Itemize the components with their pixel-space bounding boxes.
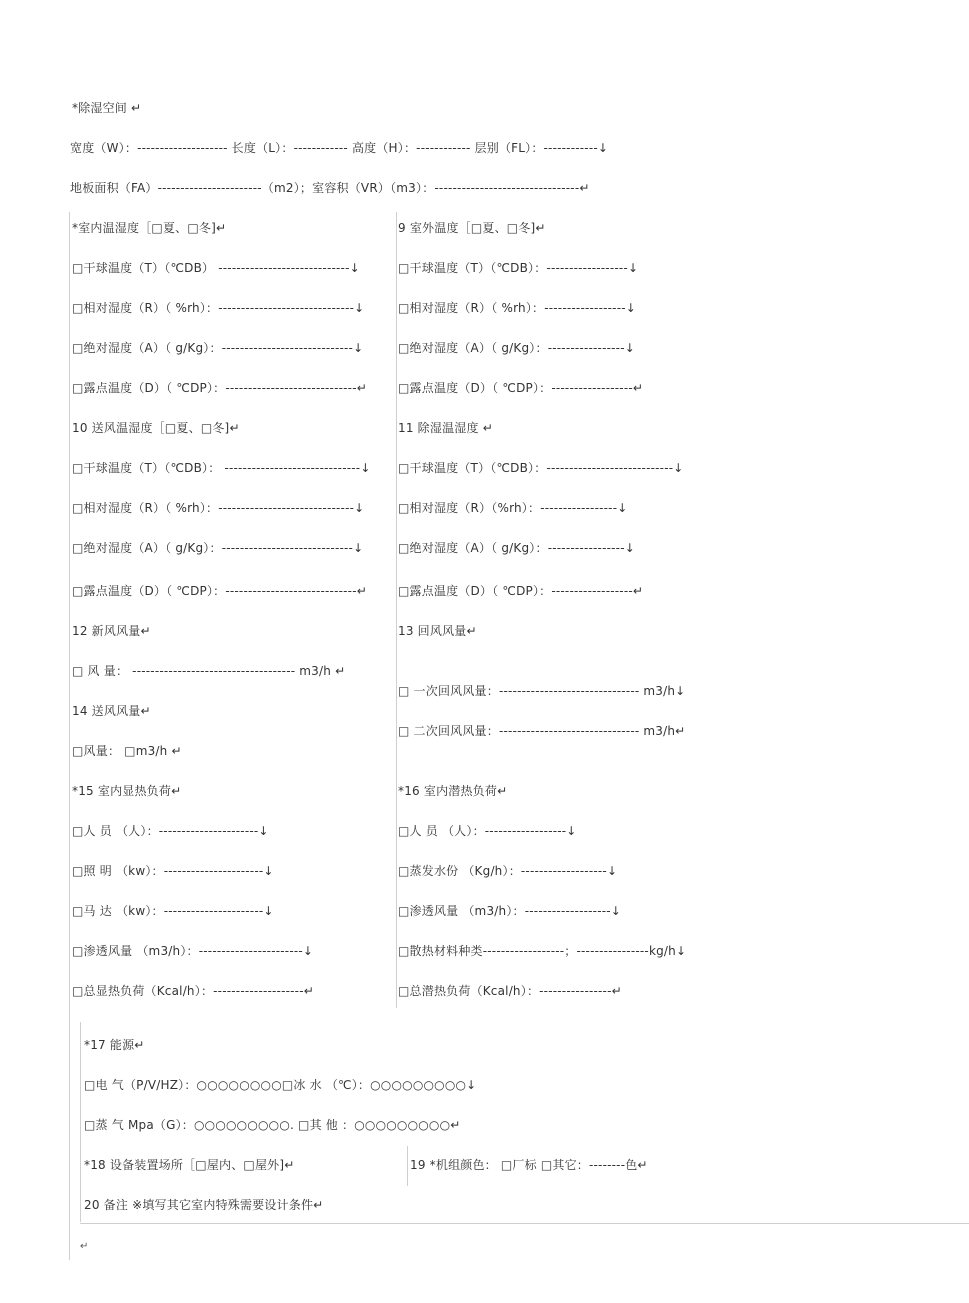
sensible-total[interactable]: □总显热负荷（Kcal/h）：--------------------↵ (72, 984, 314, 998)
latent-infiltration[interactable]: □渗透风量 （m3/h）：-------------------↓ (398, 904, 622, 918)
supply-relative-humidity[interactable]: □相对湿度（R）（ %rh）：------------------------------↓ (72, 501, 365, 515)
fresh-air-volume[interactable]: □ 风 量： ------------------------------------ m3/h ↵ (72, 664, 346, 678)
dehumid-dry-bulb[interactable]: □干球温度（T）（℃DB）：----------------------------↓ (398, 461, 684, 475)
dehumid-temp-title: 11 除湿温湿度 ↵ (398, 421, 493, 435)
outdoor-temp-title: 9 室外温度［□夏、□冬]↵ (398, 221, 546, 235)
secondary-return-air[interactable]: □ 二次回风风量：------------------------------- m3/h↵ (398, 724, 686, 738)
energy-electric-chilled[interactable]: □电 气（P/V/HZ）：○○○○○○○○□冰 水 （℃）：○○○○○○○○○↓ (84, 1078, 477, 1092)
energy-steam-other[interactable]: □蒸 气 Mpa（G）：○○○○○○○○○. □其 他 ：○○○○○○○○○↵ (84, 1118, 461, 1132)
sensible-infiltration[interactable]: □渗透风量 （m3/h）：-----------------------↓ (72, 944, 314, 958)
return-air-title: 13 回风风量↵ (398, 624, 477, 638)
dehumid-dew-point[interactable]: □露点温度（D）（ ℃DP）：------------------↵ (398, 584, 644, 598)
latent-load-title: *16 室内潜热负荷↵ (398, 784, 508, 798)
dehumid-absolute-humidity[interactable]: □绝对湿度（A）（ g/Kg）：-----------------↓ (398, 541, 635, 555)
supply-absolute-humidity[interactable]: □绝对湿度（A）（ g/Kg）：-----------------------------↓ (72, 541, 364, 555)
dehumid-space-title: *除湿空间 ↵ (72, 101, 142, 115)
supply-dew-point[interactable]: □露点温度（D）（ ℃DP）：-----------------------------↵ (72, 584, 367, 598)
supply-air-volume[interactable]: □风量： □m3/h ↵ (72, 744, 182, 758)
paragraph-mark: ↵ (80, 1241, 89, 1252)
supply-dry-bulb[interactable]: □干球温度（T）（℃DB）： ------------------------------↓ (72, 461, 371, 475)
supply-temp-title: 10 送风温湿度［□夏、□冬]↵ (72, 421, 240, 435)
primary-return-air[interactable]: □ 一次回风风量：------------------------------- m3/h↓ (398, 684, 686, 698)
latent-evaporation[interactable]: □蒸发水份 （Kg/h）：-------------------↓ (398, 864, 618, 878)
supply-air-title: 14 送风风量↵ (72, 704, 151, 718)
indoor-temp-title: *室内温湿度［□夏、□冬]↵ (72, 221, 227, 235)
indoor-dry-bulb[interactable]: □干球温度（T）（℃DB） -----------------------------↓ (72, 261, 360, 275)
indoor-relative-humidity[interactable]: □相对湿度（R）（ %rh）：------------------------------↓ (72, 301, 365, 315)
sensible-motor[interactable]: □马 达 （kw）：----------------------↓ (72, 904, 274, 918)
energy-left-border (80, 1022, 81, 1222)
dehumid-relative-humidity[interactable]: □相对湿度（R）（%rh）：-----------------↓ (398, 501, 628, 515)
left-border (69, 212, 70, 1260)
latent-people[interactable]: □人 员 （人）：------------------↓ (398, 824, 577, 838)
latent-total[interactable]: □总潜热负荷（Kcal/h）：----------------↵ (398, 984, 622, 998)
indoor-dew-point[interactable]: □露点温度（D）（ ℃DP）：-----------------------------↵ (72, 381, 367, 395)
sensible-people[interactable]: □人 员 （人）：----------------------↓ (72, 824, 269, 838)
install-divider (407, 1146, 408, 1186)
install-location[interactable]: *18 设备装置场所［□屋内、□屋外]↵ (84, 1158, 295, 1172)
sensible-lighting[interactable]: □照 明 （kw）：----------------------↓ (72, 864, 274, 878)
sensible-load-title: *15 室内显热负荷↵ (72, 784, 182, 798)
energy-bottom-border (80, 1223, 969, 1224)
remarks: 20 备注 ※填写其它室内特殊需要设计条件↵ (84, 1198, 324, 1212)
outdoor-relative-humidity[interactable]: □相对湿度（R）（ %rh）：------------------↓ (398, 301, 637, 315)
energy-title: *17 能源↵ (84, 1038, 145, 1052)
dimensions-line: 宽度（W）：-------------------- 长度（L）：------------ 高度（H）：------------ 层别（FL）：------------↓ (70, 141, 609, 155)
area-volume-line: 地板面积（FA）-----------------------（m2）；室容积（VR）（m3）：--------------------------------↵ (70, 181, 590, 195)
column-divider (396, 212, 397, 1008)
indoor-absolute-humidity[interactable]: □绝对湿度（A）（ g/Kg）：-----------------------------↓ (72, 341, 364, 355)
outdoor-absolute-humidity[interactable]: □绝对湿度（A）（ g/Kg）：-----------------↓ (398, 341, 635, 355)
fresh-air-title: 12 新风风量↵ (72, 624, 151, 638)
outdoor-dry-bulb[interactable]: □干球温度（T）（℃DB）：------------------↓ (398, 261, 639, 275)
unit-color[interactable]: 19 *机组颜色： □厂标 □其它：--------色↵ (410, 1158, 648, 1172)
outdoor-dew-point[interactable]: □露点温度（D）（ ℃DP）：------------------↵ (398, 381, 644, 395)
latent-material[interactable]: □散热材料种类------------------；----------------kg/h↓ (398, 944, 687, 958)
